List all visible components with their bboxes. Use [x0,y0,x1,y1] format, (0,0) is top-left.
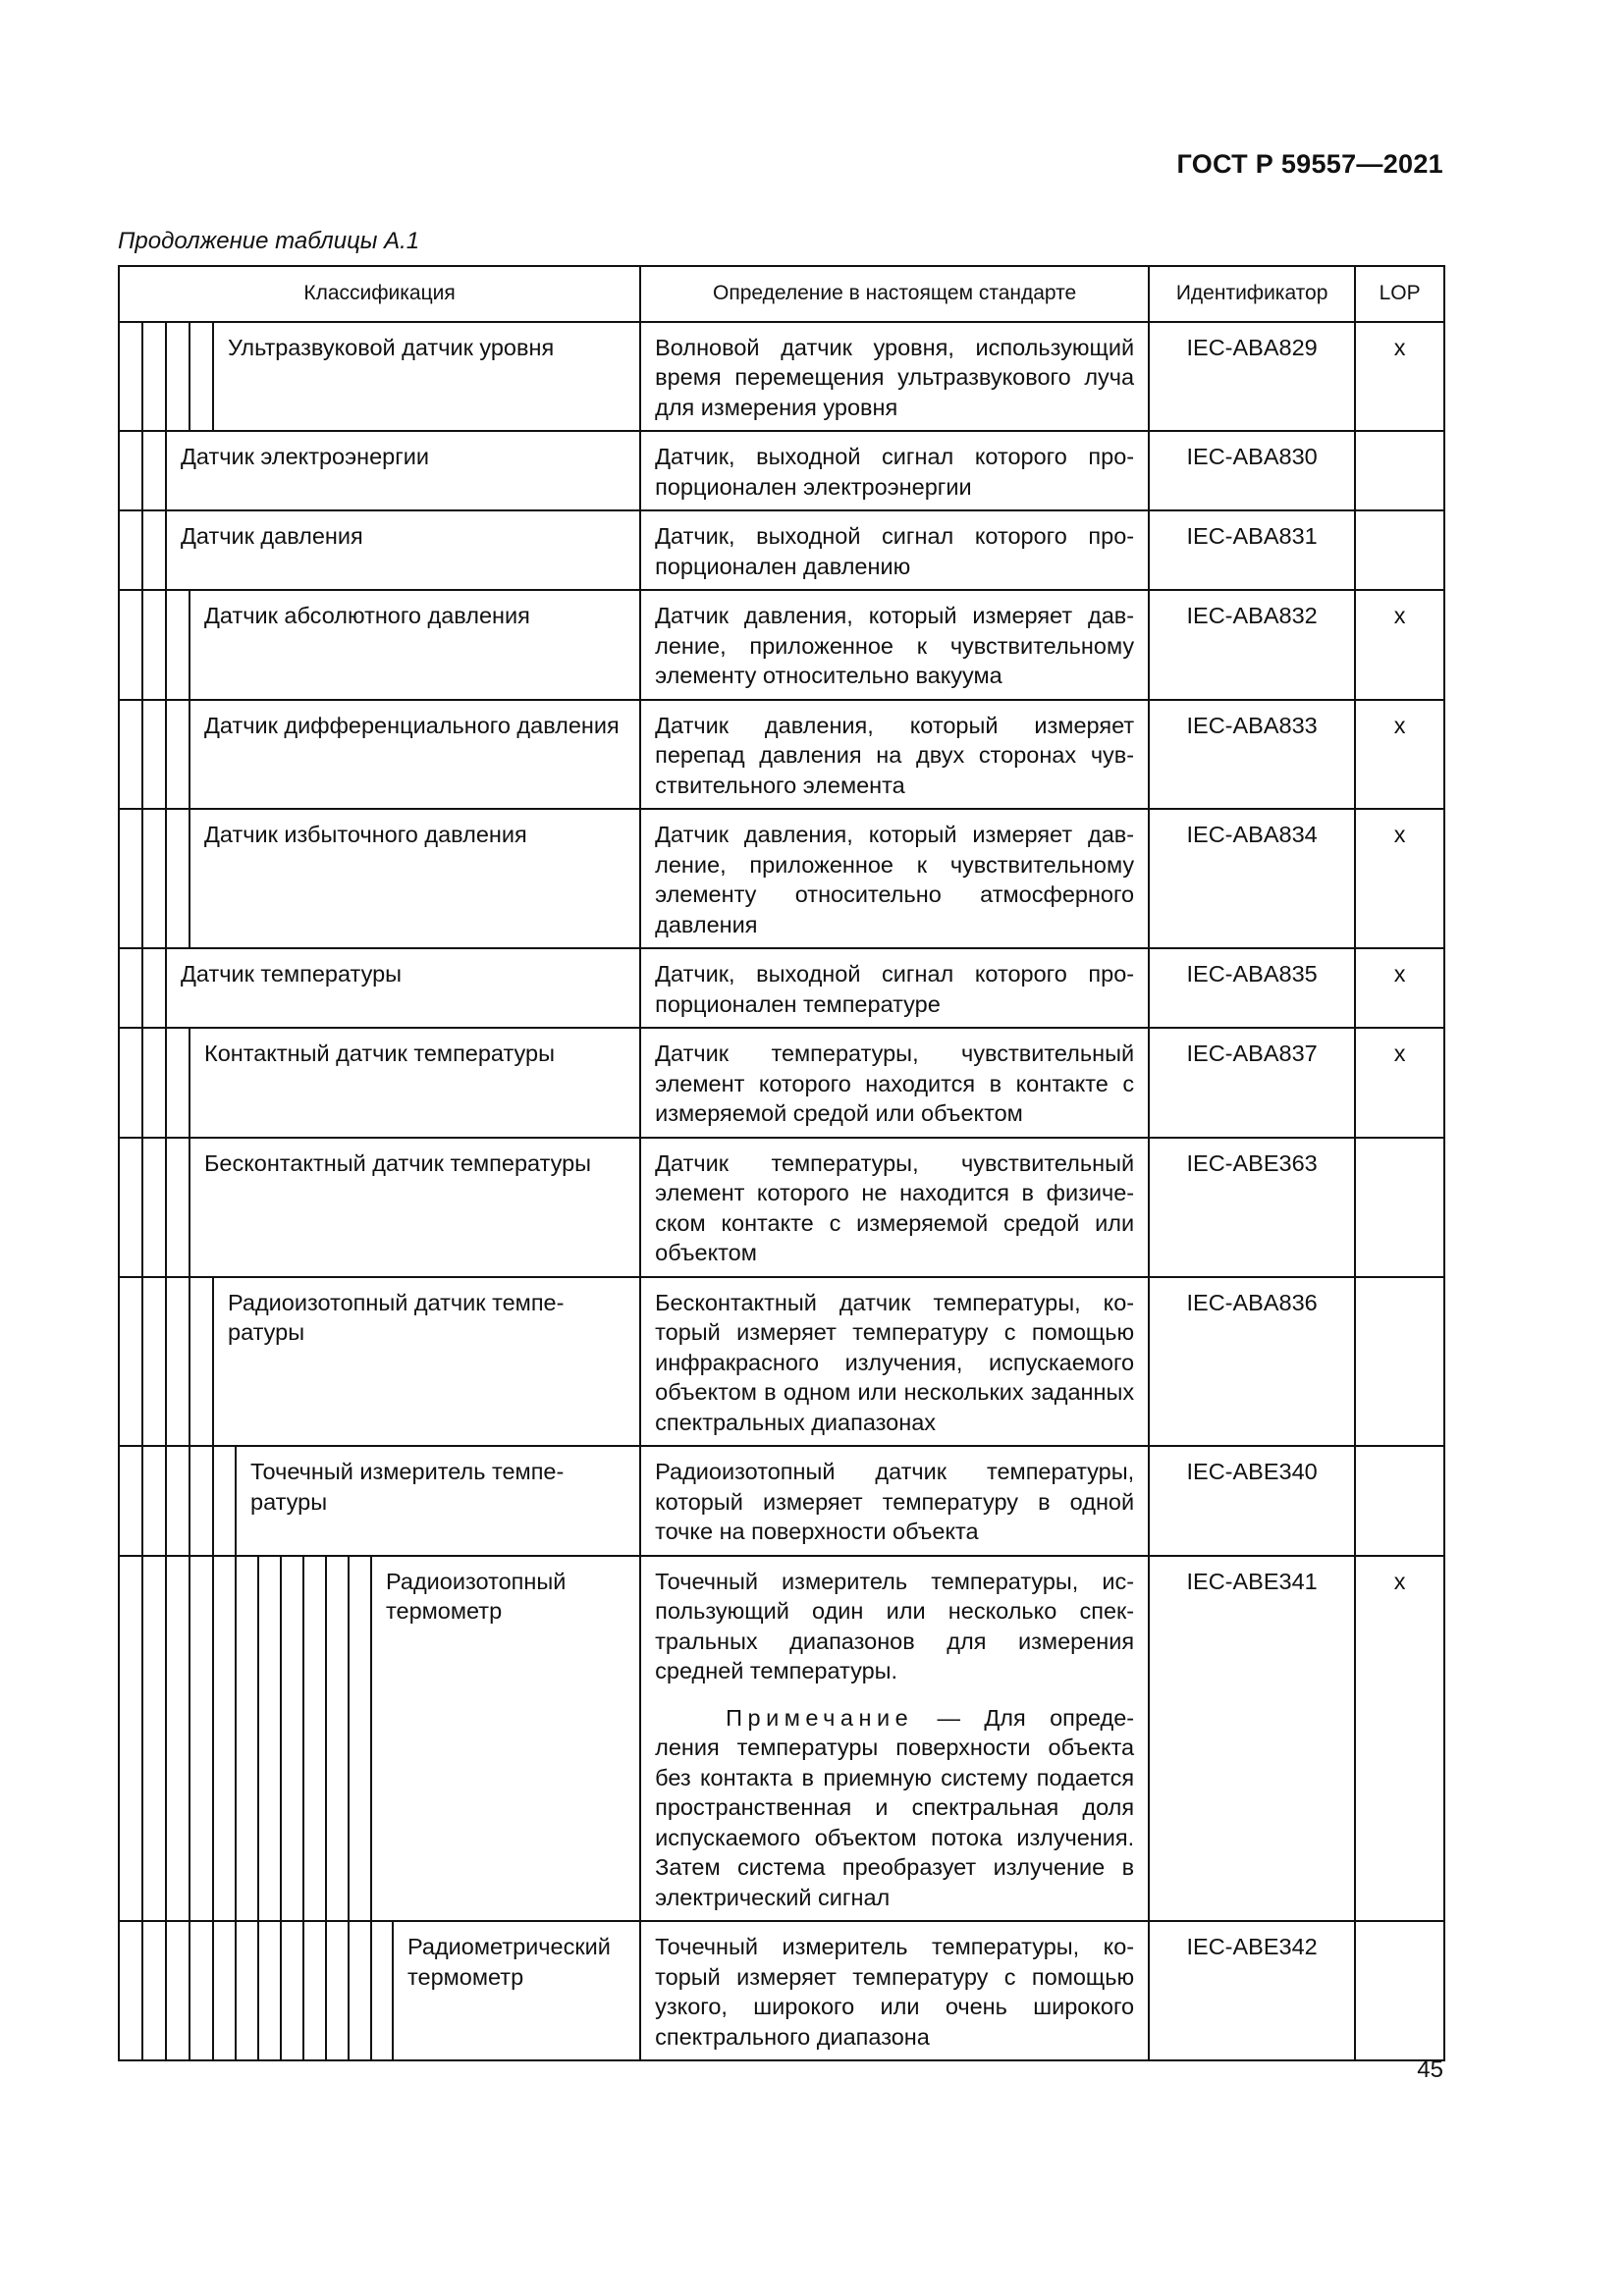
indent-cell [326,1556,349,1922]
definition-text: Датчик, выходной сигнал которого пропорционален температуре [655,961,1135,1017]
indent-cell [166,1028,189,1138]
classification-cell: Контактный датчик температуры [189,1028,640,1138]
identifier-cell: IEC-ABE340 [1149,1446,1355,1556]
column-header-definition: Определение в настоящем стандарте [640,266,1149,322]
definition-text: Волновой датчик уровня, использующий время перемещения ультразвукового луча для измерения уровня [655,334,1135,420]
identifier-cell: IEC-ABE342 [1149,1921,1355,2060]
indent-cell [189,1446,213,1556]
identifier-cell: IEC-ABA832 [1149,590,1355,700]
column-header-classification: Классификация [119,266,640,322]
classification-cell: Датчик избыточного давления [189,809,640,948]
definition-cell [640,1138,1149,1277]
indent-cell [119,1138,142,1277]
identifier-cell: IEC-ABE363 [1149,1138,1355,1277]
indent-cell [142,431,166,510]
lop-cell [1355,1277,1444,1447]
indent-cell [142,948,166,1028]
indent-cell [303,1921,326,2060]
indent-cell [119,1277,142,1447]
classification-cell: Радиоизотопный датчик температуры [213,1277,640,1447]
definition-cell [640,510,1149,590]
table-row [119,1446,1444,1556]
indent-cell [119,590,142,700]
table-row [119,700,1444,810]
indent-cell [189,1556,213,1922]
lop-cell [1355,510,1444,590]
column-header-lop: LOP [1355,266,1444,322]
indent-cell [119,700,142,810]
classification-cell: Датчик температуры [166,948,640,1028]
table-row [119,1138,1444,1277]
definition-note [655,1703,1134,1913]
definition-cell [640,1921,1149,2060]
indent-cell [142,809,166,948]
definition-cell [640,590,1149,700]
indent-cell [142,1921,166,2060]
definition-cell [640,431,1149,510]
definition-cell [640,1028,1149,1138]
definition-text: Датчик, выходной сигнал которого пропорционален давлению [655,523,1135,579]
classification-cell: Бесконтактный датчик температуры [189,1138,640,1277]
indent-cell [166,322,189,432]
indent-cell [166,1277,189,1447]
lop-cell: x [1355,948,1444,1028]
indent-cell [166,1556,189,1922]
indent-cell [119,431,142,510]
indent-cell [281,1556,303,1922]
table-row [119,1028,1444,1138]
indent-cell [119,1446,142,1556]
indent-cell [166,809,189,948]
indent-cell [189,322,213,432]
definition-text: Бесконтактный датчик температуры, который измеряет температуру с помощью инфракрасного излучения, испускаемого объектом в одном или нескольких заданных спектральных диапазонах [655,1289,1135,1435]
indent-cell [119,1028,142,1138]
indent-cell [349,1921,371,2060]
classification-cell: Датчик давления [166,510,640,590]
indent-cell [119,1556,142,1922]
document-header: ГОСТ Р 59557—2021 [1176,149,1443,179]
identifier-cell: IEC-ABA835 [1149,948,1355,1028]
indent-cell [119,1921,142,2060]
table-row [119,590,1444,700]
lop-cell: x [1355,1556,1444,1922]
definition-text: Датчик температуры, чувствительный элемент которого не находится в физическом контакте с измеряемой средой или объектом [655,1149,1135,1265]
indent-cell [166,700,189,810]
indent-cell [213,1921,236,2060]
lop-cell [1355,1921,1444,2060]
indent-cell [189,1277,213,1447]
definition-cell [640,1277,1149,1447]
table-row [119,1277,1444,1447]
indent-cell [213,1446,236,1556]
indent-cell [281,1921,303,2060]
identifier-cell: IEC-ABA830 [1149,431,1355,510]
classification-cell: Датчик электроэнергии [166,431,640,510]
lop-cell: x [1355,1028,1444,1138]
indent-cell [142,700,166,810]
classification-table [118,265,1445,2061]
identifier-cell: IEC-ABA837 [1149,1028,1355,1138]
table-caption: Продолжение таблицы А.1 [118,228,420,254]
indent-cell [258,1556,281,1922]
indent-cell [303,1556,326,1922]
indent-cell [326,1921,349,2060]
identifier-cell: IEC-ABA829 [1149,322,1355,432]
identifier-cell: IEC-ABA831 [1149,510,1355,590]
table-row [119,322,1444,432]
lop-cell [1355,431,1444,510]
definition-cell [640,322,1149,432]
indent-cell [142,510,166,590]
table-row [119,948,1444,1028]
lop-cell: x [1355,700,1444,810]
lop-cell: x [1355,590,1444,700]
table-row [119,510,1444,590]
lop-cell: x [1355,322,1444,432]
indent-cell [119,510,142,590]
definition-text: Датчик температуры, чувствительный элемент которого находится в контакте с измеряемой средой или объектом [655,1041,1135,1126]
identifier-cell: IEC-ABE341 [1149,1556,1355,1922]
classification-cell: Точечный измеритель температуры [236,1446,640,1556]
indent-cell [142,322,166,432]
indent-cell [142,1446,166,1556]
page-number: 45 [1417,2056,1443,2083]
indent-cell [166,1138,189,1277]
definition-cell [640,1446,1149,1556]
classification-cell: Радиоизотопный термометр [371,1556,640,1922]
definition-text: Датчик давления, который измеряет давление, приложенное к чувствительному элементу относительно вакуума [655,603,1135,688]
indent-cell [189,1921,213,2060]
classification-cell: Ультразвуковой датчик уровня [213,322,640,432]
indent-cell [371,1921,393,2060]
classification-cell: Радиометрический термометр [393,1921,640,2060]
indent-cell [119,322,142,432]
note-text: — Для определения температуры поверхности объекта без контакта в приемную систему подается пространственная и спектральная доля испускаемого объектом потока излучения. Затем система преобразует излучение в электрический сигнал [655,1704,1135,1910]
definition-cell [640,948,1149,1028]
classification-cell: Датчик абсолютного давления [189,590,640,700]
table-row [119,1556,1444,1922]
indent-cell [213,1556,236,1922]
column-header-identifier: Идентификатор [1149,266,1355,322]
table-row [119,1921,1444,2060]
definition-cell [640,809,1149,948]
indent-cell [119,809,142,948]
table-header-row [119,266,1444,322]
indent-cell [142,1277,166,1447]
table-row [119,809,1444,948]
lop-cell [1355,1446,1444,1556]
indent-cell [166,590,189,700]
definition-cell [640,1556,1149,1922]
identifier-cell: IEC-ABA834 [1149,809,1355,948]
identifier-cell: IEC-ABA836 [1149,1277,1355,1447]
identifier-cell: IEC-ABA833 [1149,700,1355,810]
indent-cell [166,1446,189,1556]
note-label: Примечание [726,1704,914,1731]
indent-cell [166,1921,189,2060]
indent-cell [142,1138,166,1277]
lop-cell [1355,1138,1444,1277]
definition-text: Радиоизотопный датчик температуры, который измеряет температуру в одной точке на поверхности объекта [655,1459,1135,1544]
indent-cell [236,1556,258,1922]
definition-text: Датчик давления, который измеряет перепад давления на двух сторонах чувствительного элемента [655,712,1135,798]
indent-cell [258,1921,281,2060]
definition-text: Точечный измеритель температуры, который измеряет температуру с помощью узкого, широкого или очень широкого спектрального диапазона [655,1934,1135,2050]
definition-text: Датчик давления, который измеряет давление, приложенное к чувствительному элементу относительно атмосферного давления [655,822,1135,937]
definition-text: Точечный измеритель температуры, использующий один или несколько спектральных диапазонов для измерения средней температуры. [655,1568,1135,1683]
lop-cell: x [1355,809,1444,948]
indent-cell [142,1556,166,1922]
indent-cell [142,1028,166,1138]
indent-cell [236,1921,258,2060]
indent-cell [349,1556,371,1922]
table-row [119,431,1444,510]
classification-cell: Датчик дифференциального давления [189,700,640,810]
indent-cell [119,948,142,1028]
definition-text: Датчик, выходной сигнал которого пропорционален электроэнергии [655,444,1135,500]
definition-cell [640,700,1149,810]
indent-cell [142,590,166,700]
